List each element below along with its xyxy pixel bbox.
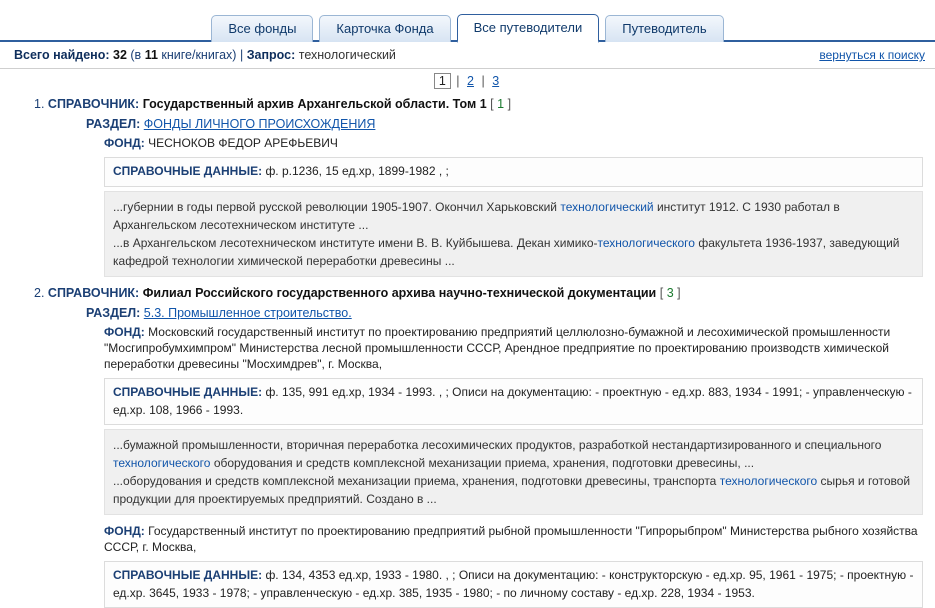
result-title: Государственный архив Архангельской области. Том 1 [142, 97, 487, 111]
page-2[interactable]: 2 [467, 74, 474, 88]
reference-data-card [104, 561, 923, 608]
fund-name: ЧЕСНОКОВ ФЕДОР АРЕФЬЕВИЧ [148, 136, 338, 150]
query-label: Запрос: [246, 48, 296, 62]
snippet-text: ...бумажной промышленности, вторичная переработка лесохимических продуктов, разработкой нестандартизированного и специального [113, 437, 882, 452]
status-divider: | [239, 48, 244, 62]
fund-name: Государственный институт по проектированию предприятий рыбной промышленности "Гипрорыбпром" Министерства рыбного хозяйства СССР, г. Москва, [104, 523, 918, 555]
tab-bar [0, 0, 935, 42]
result-hit-count[interactable]: [ 3 ] [659, 285, 681, 300]
section-label: РАЗДЕЛ: [86, 305, 141, 320]
tab-fund-card[interactable] [319, 15, 450, 42]
snippet-text: ...оборудования и средств комплексной механизации приема, хранения, подготовки древесины, транспорта [113, 473, 720, 488]
result-hit-count-value: 3 [666, 285, 674, 300]
section-label: РАЗДЕЛ: [86, 117, 141, 131]
books-count: 11 [144, 48, 158, 62]
snippet-text: факультета 1936-1937, заведующий кафедрой технологии химической переработки древесины ... [113, 235, 900, 268]
snippet-block [104, 191, 923, 277]
snippet-highlight[interactable]: технологический [560, 199, 654, 214]
snippet-line [113, 436, 914, 472]
back-to-search-link[interactable]: вернуться к поиску [819, 48, 925, 62]
snippet-text: оборудования и средств комплексной механизации приема, хранения, подготовки древесины, ... [210, 455, 755, 470]
found-count: 32 [113, 48, 127, 62]
result-body [12, 114, 923, 277]
results-list [0, 92, 935, 608]
books-open: (в [130, 48, 142, 62]
snippet-text: ...губернии в годы первой русской революции 1905-1907. Окончил Харьковский [113, 199, 561, 214]
reference-data-label: СПРАВОЧНЫЕ ДАННЫЕ: [113, 164, 263, 179]
result-item [12, 94, 923, 277]
result-index: 1. [34, 97, 45, 111]
result-header [12, 283, 923, 303]
pager-separator: | [456, 74, 460, 88]
result-header [12, 94, 923, 114]
tab-label: Все путеводители [473, 20, 583, 35]
tab-guide[interactable] [605, 15, 723, 42]
reference-data-card [104, 157, 923, 186]
status-bar [0, 42, 935, 69]
result-kind-label: СПРАВОЧНИК: [47, 97, 140, 111]
search-summary [14, 48, 396, 62]
result-index: 2. [34, 285, 45, 300]
reference-data-label: СПРАВОЧНЫЕ ДАННЫЕ: [113, 568, 263, 583]
query-value: технологический [298, 48, 396, 62]
snippet-line [113, 472, 914, 508]
tab-label: Путеводитель [622, 21, 707, 36]
reference-data-card [104, 378, 923, 425]
fund-label: ФОНД: [104, 523, 145, 538]
reference-data-value: ф. 134, 4353 ед.хр, 1933 - 1980. , ; Описи на документацию: - конструкторскую - ед.хр. 95, 1961 - 1975; - проектную - ед.хр. 3645, 1933 - 1978; - управленческую - ед.хр. 385, 1935 - 1980; - по личному составу - ед.хр. 228, 1934 - 1953. [113, 568, 914, 600]
books-word: книге/книгах) [161, 48, 237, 62]
pager-separator: | [481, 74, 485, 88]
tab-label: Карточка Фонда [336, 21, 434, 36]
snippet-text: ...в Архангельском лесотехническом институте имени В. В. Куйбышева. Декан химико- [113, 235, 598, 250]
reference-data-label: СПРАВОЧНЫЕ ДАННЫЕ: [113, 385, 263, 400]
tab-label: Все фонды [228, 21, 297, 36]
fund-label: ФОНД: [104, 324, 145, 339]
snippet-text: сырья и готовой продукции для проектируемых предприятий. Создано в ... [113, 473, 911, 506]
fund-name: Московский государственный институт по проектированию предприятий целлюлозно-бумажной и лесохимической промышленности "Мосгипробумхимпром" Министерства лесной промышленности СССР, Арендное предприятие по проектированию производств химической переработки древесины "Мосхимдрев", г. Москва, [104, 324, 891, 371]
snippet-highlight[interactable]: технологического [719, 473, 818, 488]
snippet-text: институт 1912. С 1930 работал в Архангельском лесотехническом институте ... [113, 199, 840, 232]
section-row [86, 303, 923, 322]
snippet-block [104, 429, 923, 515]
result-body [12, 303, 923, 608]
reference-data-value: ф. 135, 991 ед.хр, 1934 - 1993. , ; Описи на документацию: - проектную - ед.хр. 883, 1934 - 1991; - управленческую - ед.хр. 108, 1966 - 1993. [113, 385, 912, 417]
snippet-line [113, 234, 914, 270]
snippet-highlight[interactable]: технологического [113, 455, 211, 470]
section-row [86, 114, 923, 133]
section-link[interactable]: 5.3. Промышленное строительство. [143, 305, 352, 320]
result-hit-count-value: 1 [497, 97, 505, 111]
result-kind-label: СПРАВОЧНИК: [47, 285, 140, 300]
result-title: Филиал Российского государственного архива научно-технической документации [142, 285, 657, 300]
pagination [0, 69, 935, 92]
tab-all-guides[interactable] [457, 14, 600, 43]
fund-row [86, 133, 923, 153]
found-label: Всего найдено: [14, 48, 110, 62]
snippet-highlight[interactable]: технологического [597, 235, 695, 250]
fund-label: ФОНД: [104, 136, 145, 150]
page-1: 1 [434, 73, 451, 89]
page-3[interactable]: 3 [492, 74, 500, 88]
tab-all-funds[interactable] [211, 15, 313, 42]
result-hit-count[interactable]: [ 1 ] [490, 97, 512, 111]
section-link[interactable]: ФОНДЫ ЛИЧНОГО ПРОИСХОЖДЕНИЯ [143, 117, 376, 131]
snippet-line [113, 198, 914, 234]
fund-row [86, 521, 923, 557]
fund-row [86, 322, 923, 375]
reference-data-value: ф. р.1236, 15 ед.хр, 1899-1982 , ; [265, 164, 449, 179]
result-item [12, 283, 923, 608]
